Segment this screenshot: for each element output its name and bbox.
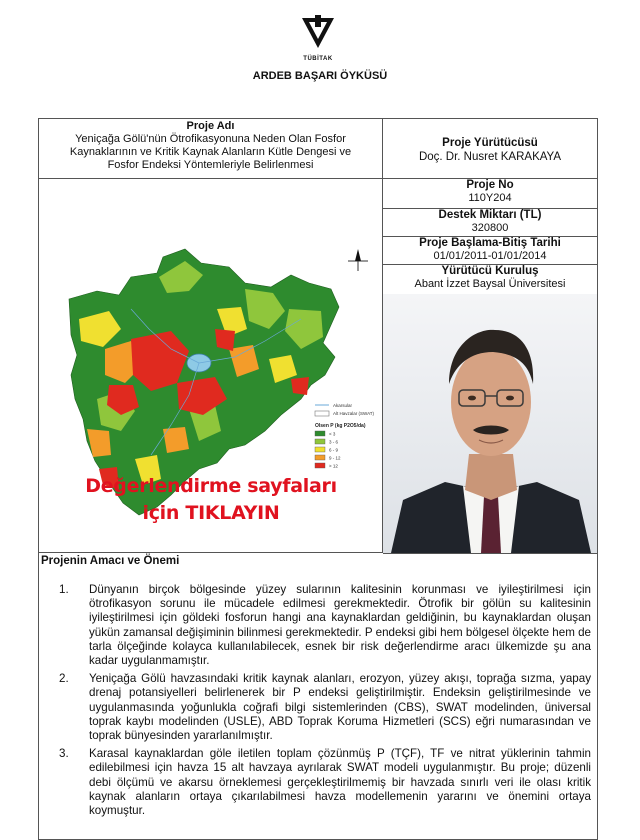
list-item-text: Yeniçağa Gölü havzasındaki kritik kaynak alanları, erozyon, yüzey akışı, toprağa sızma, yapay drenaj potansiyelleri belirlenerek bir P endeksi geliştirilmiştir. Endeksin geliştirilmesinde ve uygulanmasında yoğunlukla coğrafi bilgi sistemlerinden (CBS), SWAT modelinden, üniversal toprak kaybı modelinden (USLE), ABD Toprak Koruma Hizmetleri (SCS) eğri numarasından ve toprak bünyesinden yararlanılmıştır. — [89, 672, 591, 743]
institution-value: Abant İzzet Baysal Üniversitesi — [414, 278, 566, 290]
support-amount-cell — [383, 209, 597, 237]
logo-text: TÜBİTAK — [303, 56, 333, 62]
project-info-table — [38, 118, 598, 840]
north-arrow-icon — [348, 249, 368, 271]
project-no-value: 110Y204 — [468, 192, 512, 204]
list-item-text: Karasal kaynaklardan göle iletilen toplam çözünmüş P (TÇF), TF ve nitrat yüklerinin tahmin edilebilmesi için havza 15 alt havzaya ayrılarak SWAT modeli uygulanmıştır. Bu proje; düzenli debi ölçümü ve akarsu örneklemesi gerçekleştirilmemiş bir havzada sınırlı veri ile olası kritik kaynak alanların ortaya çıkarılabilmesi havza modellemenin yararını ve önemini ortaya koymuştur. — [89, 747, 591, 818]
legend-label: > 12 — [329, 463, 338, 469]
project-dates-value: 01/01/2011-01/01/2014 — [433, 250, 547, 262]
project-name-line: Fosfor Endeksi Yöntemleriyle Belirlenmesi — [107, 159, 314, 171]
project-no-label: Proje No — [466, 179, 514, 191]
document-title: ARDEB BAŞARI ÖYKÜSÜ — [252, 70, 388, 82]
list-item — [59, 672, 591, 743]
section-title: Projenin Amacı ve Önemi — [41, 555, 180, 567]
list-item — [59, 583, 591, 668]
legend-swatch — [315, 439, 325, 444]
project-manager-photo — [383, 294, 597, 554]
legend-swatch — [315, 455, 325, 460]
list-item-number: 2. — [59, 672, 69, 686]
evaluation-link-line2[interactable]: için TIKLAYIN — [142, 502, 280, 524]
list-item — [59, 747, 591, 818]
map-legend — [315, 403, 375, 469]
project-name-line: Yeniçağa Gölü'nün Ötrofikasyonuna Neden Olan Fosfor — [75, 133, 346, 145]
project-manager-value: Doç. Dr. Nusret KARAKAYA — [418, 151, 562, 163]
project-name-line: Kaynaklarının ve Kritik Kaynak Alanların Kütle Dengesi ve — [69, 146, 352, 158]
legend-label: 6 - 9 — [329, 447, 339, 453]
tubitak-logo — [296, 12, 340, 56]
project-no-cell — [383, 179, 597, 209]
support-amount-value: 320800 — [471, 222, 509, 234]
legend-label: 9 - 12 — [329, 455, 341, 461]
evaluation-link-line1[interactable]: Değerlendirme sayfaları — [85, 475, 337, 497]
legend-line-label: Akarsular — [333, 403, 353, 408]
legend-swatch — [315, 463, 325, 468]
institution-label: Yürütücü Kuruluş — [441, 265, 539, 277]
support-amount-label: Destek Miktarı (TL) — [438, 209, 542, 221]
project-manager-label: Proje Yürütücüsü — [442, 137, 538, 149]
list-item-number: 1. — [59, 583, 69, 596]
goals-list — [59, 583, 591, 822]
institution-cell — [383, 265, 597, 294]
project-name-cell — [39, 119, 383, 179]
project-manager-cell — [383, 119, 597, 179]
phosphorus-index-map — [39, 179, 383, 553]
project-name-label: Proje Adı — [186, 120, 235, 132]
legend-title: Olsen P (kg P2O5/da) — [315, 423, 366, 429]
legend-line-label: Alt Havzalar (SWAT) — [333, 411, 375, 416]
legend-label: 3 - 6 — [329, 439, 339, 445]
legend-label: < 3 — [329, 431, 336, 437]
project-dates-label: Proje Başlama-Bitiş Tarihi — [419, 237, 561, 249]
legend-swatch — [315, 431, 325, 436]
list-item-number: 3. — [59, 747, 69, 761]
list-item-text: Dünyanın birçok bölgesinde yüzey sularının kalitesinin korunması ve iyileştirilmesi için ötrofikasyon sorunu ile mücadele edilmesi gerekmektedir. Ötrofik bir gölün su kalitesinin iyileştirilmesi için göldeki fosforun hangi ana kaynaklardan geldiğinin, bu kaynaklardan oluşan yükün zamansal değişiminin bilinmesi gerekmektedir. P endeksi gibi hem bölgesel ölçekte hem de tarla ölçeğinde kolayca kullanılabilecek, esnek bir risk değerlendirme aracı ülkemizde şu ana kadar uygulanmamıştır. — [89, 583, 591, 668]
legend-swatch — [315, 447, 325, 452]
project-dates-cell — [383, 237, 597, 265]
